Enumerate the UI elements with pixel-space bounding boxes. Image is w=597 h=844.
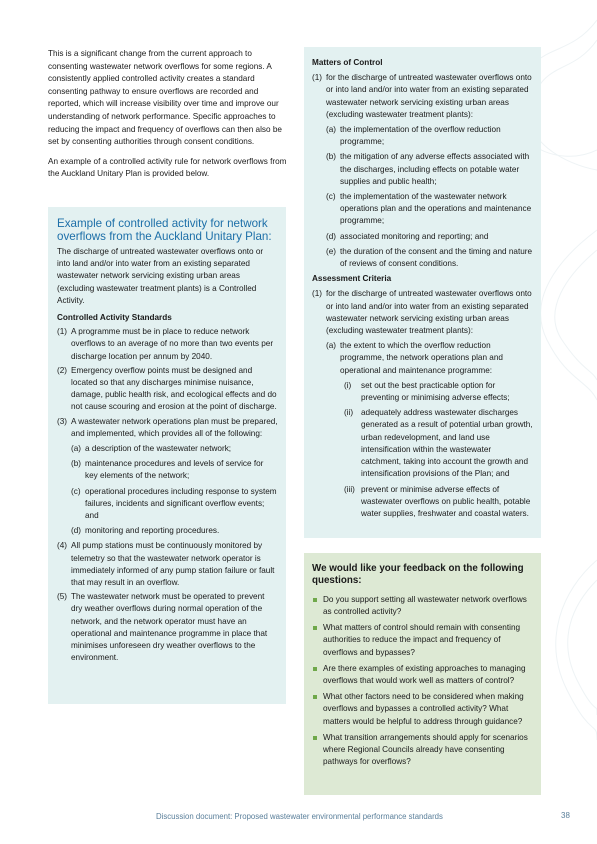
control-text: for the discharge of untreated wastewater overflows onto or into land and/or into water from an existing separated wastewater network servicing existing urban areas (excluding wastewater treatment plants):: [326, 73, 532, 119]
control-sublist: [326, 124, 533, 270]
sublist-text: a description of the wastewater network;: [85, 444, 232, 454]
sublist-label: (a): [326, 125, 337, 135]
assessment-roman-list: [344, 380, 533, 520]
bullet-square-icon: [313, 736, 317, 740]
standard-item-3: [57, 416, 278, 538]
sublist-label: (a): [71, 444, 82, 454]
control-item-1: [312, 72, 533, 270]
control-sub-item: [326, 231, 533, 243]
standard-item-2: [57, 365, 278, 414]
example-box-intro: The discharge of untreated wastewater overflows onto or into land and/or into water from an existing separated wastewater network servicing existing urban areas (excluding wastewater treatment plants) is a Controlled Activity.: [57, 247, 264, 305]
roman-label: (iii): [344, 484, 355, 494]
footer-document-title: Discussion document: Proposed wastewater environmental performance standards: [156, 812, 443, 821]
question-text: Are there examples of existing approaches to managing overflows that would work well as matters of control?: [323, 663, 526, 686]
sublist-text: the duration of the consent and the timing and nature of reviews of consent conditions.: [340, 246, 533, 269]
assessment-sub-item-a: [326, 340, 533, 520]
standard-text: The wastewater network must be operated to prevent dry weather overflows during normal operation of the network, and the network operator must have an operational and maintenance programme in place that minimises unforeseen dry weather overflows to the environment.: [71, 592, 268, 663]
sublist-label: (b): [326, 152, 337, 162]
standard-label: (4): [57, 541, 68, 551]
standard-label: (1): [57, 327, 68, 337]
sublist-label: (e): [326, 246, 337, 256]
controlled-activity-example-box: [48, 207, 286, 704]
feedback-title: We would like your feedback on the following questions:: [312, 563, 524, 587]
sublist-text: monitoring and reporting procedures.: [85, 526, 220, 536]
sublist-text: maintenance procedures and levels of service for key elements of the network;: [85, 459, 264, 481]
standard-item-5: [57, 591, 278, 664]
feedback-questions-box: [304, 553, 541, 795]
left-column: [48, 48, 288, 188]
bullet-square-icon: [313, 695, 317, 699]
sublist-item: [71, 443, 278, 455]
roman-text: set out the best practicable option for preventing or minimising adverse effects;: [361, 380, 510, 403]
roman-item: [344, 484, 533, 521]
sublist-item: [71, 458, 278, 482]
sublist-label: (d): [326, 231, 337, 241]
feedback-question: [312, 622, 533, 659]
sublist-label: (c): [326, 192, 336, 202]
feedback-question: [312, 732, 533, 769]
sublist-label: (b): [71, 459, 82, 469]
standard-text: A programme must be in place to reduce network overflows to an average of no more than two events per discharge location per annum by 2040.: [71, 327, 274, 361]
question-text: Do you support setting all wastewater network overflows as controlled activity?: [323, 594, 527, 617]
sublist-label: (c): [71, 486, 81, 496]
bullet-square-icon: [313, 667, 317, 671]
standards-heading: Controlled Activity Standards: [57, 313, 172, 323]
roman-label: (i): [344, 380, 352, 390]
question-text: What matters of control should remain with consenting authorities to reduce the impact and frequency of overflows and bypasses?: [323, 623, 521, 657]
control-sub-item: [326, 151, 533, 188]
standard-label: (2): [57, 365, 68, 375]
assessment-sublist: [326, 340, 533, 520]
intro-paragraph-2: An example of a controlled activity rule for network overflows from the Auckland Unitary Plan is provided below.: [48, 156, 287, 179]
standard-text: Emergency overflow points must be designed and located so that any discharges minimise nuisance, damage, public health risk, and ecological effects and do not cause scouring and erosion at the point of discharge.: [71, 365, 277, 412]
standard-text: A wastewater network operations plan must be prepared, and implemented, which provides all of the following:: [71, 416, 278, 438]
bullet-square-icon: [313, 598, 317, 602]
control-sub-item: [326, 124, 533, 148]
question-text: What transition arrangements should apply for scenarios where Regional Councils already have consenting pathways for overflows?: [323, 732, 528, 767]
feedback-question: [312, 663, 533, 687]
sublist-text: the mitigation of any adverse effects associated with the discharges, including effects on potable water supplies and public health;: [340, 152, 530, 186]
standard-label: (5): [57, 592, 68, 602]
matters-of-control-box: [304, 47, 541, 538]
roman-text: prevent or minimise adverse effects of wastewater overflows on public health, potable water supplies, freshwater and coastal waters.: [361, 484, 531, 518]
assessment-criteria-heading: Assessment Criteria: [312, 274, 392, 284]
roman-item: [344, 407, 533, 480]
standard-item-4: [57, 540, 278, 589]
sublist-text: associated monitoring and reporting; and: [340, 231, 489, 241]
standard-item-1: [57, 326, 278, 363]
sublist-item: [71, 486, 278, 523]
feedback-question: [312, 691, 533, 728]
intro-text: [48, 48, 288, 181]
intro-paragraph-1: This is a significant change from the current approach to consenting wastewater network overflows for some regions. A consistently applied controlled activity creates a standard consenting pathway to ensure overflows are recorded and reported, which will increase visibility over time and improve our understanding of network performance. Specific approaches to reducing the impact and frequency of overflows can then also be set by consenting authorities through consent conditions.: [48, 49, 282, 147]
control-sub-item: [326, 191, 533, 228]
assessment-item-1: [312, 288, 533, 520]
matters-of-control-heading: Matters of Control: [312, 58, 383, 67]
roman-item: [344, 380, 533, 404]
standard-label: (3): [57, 416, 68, 426]
roman-label: (ii): [344, 408, 354, 418]
sublist-text: the implementation of the overflow reduction programme;: [340, 125, 501, 147]
sublist-label: (a): [326, 341, 337, 351]
example-box-title: Example of controlled activity for network overflows from the Auckland Unitary Plan:: [57, 217, 272, 243]
feedback-question: [312, 594, 533, 618]
sublist-text: the implementation of the wastewater network operations plan and the operations and maintenance programme;: [340, 192, 532, 226]
standard-3-sublist: [71, 443, 278, 537]
sublist-text: operational procedures including response to system failures, incidents and significant overflow events; and: [85, 486, 277, 521]
assessment-label: (1): [312, 289, 323, 299]
page-number: 38: [561, 811, 570, 820]
control-sub-item: [326, 246, 533, 270]
bullet-square-icon: [313, 626, 317, 630]
standard-text: All pump stations must be continuously monitored by telemetry so that the wastewater network operator is immediately informed of any pump station failure or fault that may result in an overflow.: [71, 541, 275, 588]
control-label: (1): [312, 73, 323, 83]
sublist-text: the extent to which the overflow reduction programme, the network operations plan and operational and maintenance programme:: [340, 341, 503, 375]
sublist-label: (d): [71, 526, 82, 536]
roman-text: adequately address wastewater discharges generated as a result of potential urban growth, urban redevelopment, and land use intensification within the wastewater catchment, taking into account the growth and intensification provisions of the Plan; and: [361, 408, 533, 479]
sublist-item: [71, 525, 278, 537]
question-text: What other factors need to be considered when making overflows and bypasses a controlled activity? What matters would be helpful to address through guidance?: [323, 692, 524, 726]
assessment-text: for the discharge of untreated wastewater overflows onto or into land and/or into water from an existing separated wastewater network servicing existing urban areas (excluding wastewater treatment plants):: [326, 289, 532, 336]
